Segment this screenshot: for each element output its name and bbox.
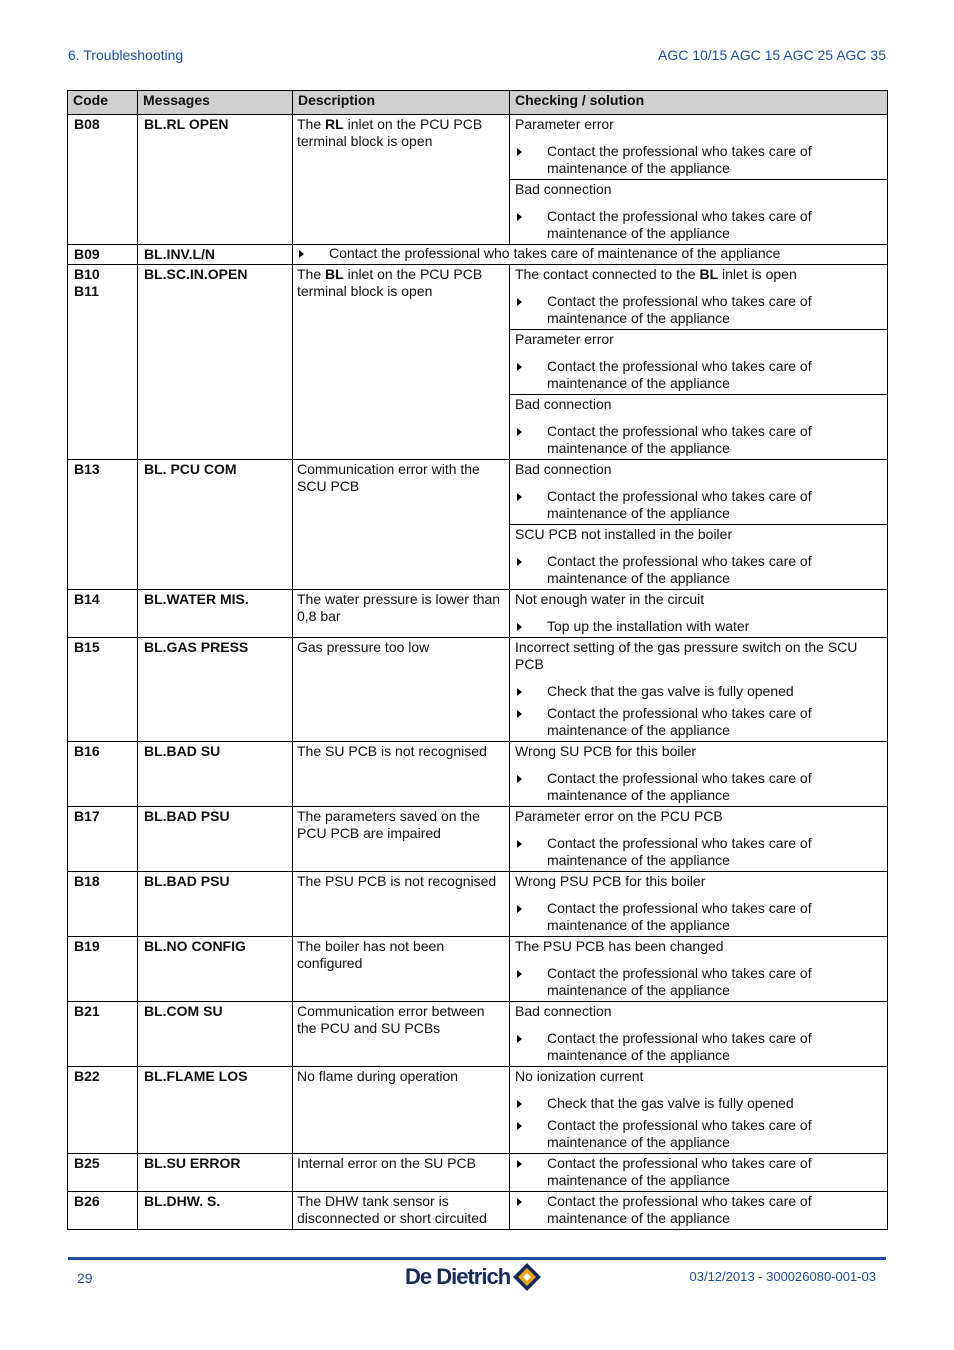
description-cell bbox=[293, 807, 510, 872]
check-block bbox=[510, 394, 887, 459]
description-cell bbox=[293, 115, 510, 245]
description-cell bbox=[293, 872, 510, 937]
table-row bbox=[68, 1002, 888, 1067]
section-title: 6. Troubleshooting bbox=[68, 47, 184, 63]
description-cell bbox=[293, 937, 510, 1002]
check-block bbox=[510, 590, 887, 637]
text-run: Bad connection bbox=[515, 181, 612, 197]
text-run: The bbox=[297, 116, 326, 132]
bullet-arrow-icon bbox=[517, 710, 522, 718]
column-header-checking: Checking / solution bbox=[510, 91, 888, 115]
column-header-description: Description bbox=[293, 91, 510, 115]
message-cell: BL.SU ERROR bbox=[138, 1154, 293, 1192]
solution-cell bbox=[510, 638, 888, 742]
description-cell bbox=[293, 1192, 510, 1230]
page-number: 29 bbox=[77, 1270, 93, 1286]
message-cell: BL.RL OPEN bbox=[138, 115, 293, 245]
bullet-arrow-icon bbox=[517, 1100, 522, 1108]
text-run: The bbox=[297, 266, 326, 282]
message-cell: BL.SC.IN.OPEN bbox=[138, 265, 293, 460]
action-text: Top up the installation with water bbox=[547, 618, 750, 634]
action-item bbox=[515, 618, 882, 635]
bullet-arrow-icon bbox=[517, 1160, 522, 1168]
error-code-cell: B09 bbox=[68, 245, 138, 265]
table-row bbox=[68, 245, 888, 265]
action-item bbox=[515, 900, 882, 934]
cause-text bbox=[515, 116, 882, 133]
description-cell bbox=[293, 742, 510, 807]
action-text: Contact the professional who takes care of maintenance of the appliance bbox=[329, 245, 781, 261]
action-item bbox=[515, 965, 882, 999]
action-item bbox=[515, 423, 882, 457]
bullet-arrow-icon bbox=[517, 1198, 522, 1206]
solution-cell bbox=[510, 807, 888, 872]
action-text: Contact the professional who takes care of maintenance of the appliance bbox=[547, 1193, 812, 1226]
message-cell: BL.GAS PRESS bbox=[138, 638, 293, 742]
action-text: Contact the professional who takes care of maintenance of the appliance bbox=[547, 143, 812, 176]
model-list: AGC 10/15 AGC 15 AGC 25 AGC 35 bbox=[657, 47, 886, 63]
bullet-arrow-icon bbox=[517, 148, 522, 156]
action-text: Contact the professional who takes care of maintenance of the appliance bbox=[547, 965, 812, 998]
solution-cell bbox=[510, 115, 888, 245]
action-text: Contact the professional who takes care of maintenance of the appliance bbox=[547, 770, 812, 803]
action-text: Contact the professional who takes care of maintenance of the appliance bbox=[547, 1030, 812, 1063]
table-row bbox=[68, 265, 888, 460]
action-item bbox=[515, 705, 882, 739]
action-text: Contact the professional who takes care of maintenance of the appliance bbox=[547, 423, 812, 456]
text-run: Wrong SU PCB for this boiler bbox=[515, 743, 697, 759]
solution-cell bbox=[510, 1002, 888, 1067]
bullet-arrow-icon bbox=[299, 250, 304, 258]
error-code-cell: B21 bbox=[68, 1002, 138, 1067]
cause-text bbox=[515, 396, 882, 413]
message-cell: BL.NO CONFIG bbox=[138, 937, 293, 1002]
action-item bbox=[515, 358, 882, 392]
description-cell bbox=[293, 265, 510, 460]
action-item bbox=[515, 1030, 882, 1064]
description-cell bbox=[293, 460, 510, 590]
solution-cell bbox=[510, 265, 888, 460]
text-run: Gas pressure too low bbox=[297, 639, 430, 655]
bullet-arrow-icon bbox=[517, 623, 522, 631]
error-code-cell: B10 B11 bbox=[68, 265, 138, 460]
cause-text bbox=[515, 743, 882, 760]
action-text: Contact the professional who takes care of maintenance of the appliance bbox=[547, 488, 812, 521]
cause-text bbox=[515, 938, 882, 955]
text-run: The SU PCB is not recognised bbox=[297, 743, 487, 759]
text-run: The PSU PCB has been changed bbox=[515, 938, 724, 954]
action-item bbox=[515, 770, 882, 804]
cause-text bbox=[515, 266, 882, 283]
bullet-arrow-icon bbox=[517, 840, 522, 848]
cause-text bbox=[515, 873, 882, 890]
table-row bbox=[68, 872, 888, 937]
action-text: Contact the professional who takes care of maintenance of the appliance bbox=[547, 553, 812, 586]
action-text: Contact the professional who takes care of maintenance of the appliance bbox=[547, 208, 812, 241]
action-item bbox=[515, 1095, 882, 1112]
description-cell bbox=[293, 1154, 510, 1192]
check-block bbox=[510, 179, 887, 244]
bullet-arrow-icon bbox=[517, 688, 522, 696]
description-cell bbox=[293, 590, 510, 638]
message-cell: BL.DHW. S. bbox=[138, 1192, 293, 1230]
bullet-arrow-icon bbox=[517, 298, 522, 306]
check-block bbox=[510, 1067, 887, 1153]
message-cell: BL.FLAME LOS bbox=[138, 1067, 293, 1154]
check-block bbox=[510, 937, 887, 1001]
bold-term: BL bbox=[699, 266, 719, 282]
solution-cell bbox=[510, 460, 888, 590]
text-run: No ionization current bbox=[515, 1068, 644, 1084]
error-code-cell: B15 bbox=[68, 638, 138, 742]
solution-cell bbox=[510, 590, 888, 638]
message-cell: BL.BAD PSU bbox=[138, 872, 293, 937]
cause-text bbox=[515, 181, 882, 198]
bullet-arrow-icon bbox=[517, 1122, 522, 1130]
message-cell: BL.COM SU bbox=[138, 1002, 293, 1067]
solution-cell bbox=[510, 1192, 888, 1230]
cause-text bbox=[515, 331, 882, 348]
diamond-logo-icon bbox=[512, 1262, 542, 1292]
error-code-cell: B16 bbox=[68, 742, 138, 807]
text-run: Parameter error bbox=[515, 331, 614, 347]
text-run: Wrong PSU PCB for this boiler bbox=[515, 873, 706, 889]
bullet-arrow-icon bbox=[517, 775, 522, 783]
check-block bbox=[510, 872, 887, 936]
table-row bbox=[68, 115, 888, 245]
action-item bbox=[515, 293, 882, 327]
action-item bbox=[515, 683, 882, 700]
text-run: Bad connection bbox=[515, 1003, 612, 1019]
error-code-cell: B08 bbox=[68, 115, 138, 245]
table-header-row bbox=[68, 91, 888, 115]
solution-cell bbox=[510, 937, 888, 1002]
bullet-arrow-icon bbox=[517, 493, 522, 501]
check-block bbox=[510, 1192, 887, 1229]
text-run: Not enough water in the circuit bbox=[515, 591, 705, 607]
table-row bbox=[68, 590, 888, 638]
check-block bbox=[510, 524, 887, 589]
table-body bbox=[68, 115, 888, 1230]
action-text: Contact the professional who takes care of maintenance of the appliance bbox=[547, 900, 812, 933]
check-block bbox=[510, 1154, 887, 1191]
text-run: Communication error between the PCU and SU PCBs bbox=[297, 1003, 485, 1036]
text-run: Communication error with the SCU PCB bbox=[297, 461, 480, 494]
bold-term: BL bbox=[325, 266, 344, 282]
solution-cell bbox=[510, 742, 888, 807]
check-block bbox=[510, 1002, 887, 1066]
text-run: The parameters saved on the PCU PCB are impaired bbox=[297, 808, 480, 841]
cause-text bbox=[515, 461, 882, 478]
text-run: Internal error on the SU PCB bbox=[297, 1155, 476, 1171]
bullet-arrow-icon bbox=[517, 363, 522, 371]
table-row bbox=[68, 638, 888, 742]
error-code-cell: B14 bbox=[68, 590, 138, 638]
action-item bbox=[515, 488, 882, 522]
check-block bbox=[510, 115, 887, 179]
cause-text bbox=[515, 526, 882, 543]
table-row bbox=[68, 1192, 888, 1230]
action-item bbox=[515, 1193, 882, 1227]
check-block bbox=[510, 807, 887, 871]
column-header-code: Code bbox=[68, 91, 138, 115]
error-code-cell: B19 bbox=[68, 937, 138, 1002]
action-text: Contact the professional who takes care of maintenance of the appliance bbox=[547, 293, 812, 326]
bullet-arrow-icon bbox=[517, 213, 522, 221]
solution-cell bbox=[510, 1067, 888, 1154]
action-item bbox=[297, 245, 883, 262]
table-row bbox=[68, 937, 888, 1002]
error-code-cell: B17 bbox=[68, 807, 138, 872]
text-run: The contact connected to the bbox=[515, 266, 700, 282]
text-run: Bad connection bbox=[515, 461, 612, 477]
solution-cell bbox=[293, 245, 888, 265]
check-block bbox=[510, 638, 887, 741]
description-cell bbox=[293, 1067, 510, 1154]
bullet-arrow-icon bbox=[517, 558, 522, 566]
table-row bbox=[68, 1154, 888, 1192]
text-run: SCU PCB not installed in the boiler bbox=[515, 526, 733, 542]
text-run: Bad connection bbox=[515, 396, 612, 412]
action-item bbox=[515, 553, 882, 587]
description-cell bbox=[293, 1002, 510, 1067]
solution-cell bbox=[510, 872, 888, 937]
error-code-cell: B13 bbox=[68, 460, 138, 590]
bullet-arrow-icon bbox=[517, 970, 522, 978]
action-item bbox=[515, 143, 882, 177]
error-code-cell: B22 bbox=[68, 1067, 138, 1154]
bullet-arrow-icon bbox=[517, 428, 522, 436]
message-cell: BL.BAD SU bbox=[138, 742, 293, 807]
column-header-messages: Messages bbox=[138, 91, 293, 115]
brand-logo-text: De Dietrich bbox=[405, 1264, 511, 1289]
text-run: Parameter error bbox=[515, 116, 614, 132]
text-run: Incorrect setting of the gas pressure switch on the SCU PCB bbox=[515, 639, 858, 672]
cause-text bbox=[515, 1068, 882, 1085]
action-text: Contact the professional who takes care of maintenance of the appliance bbox=[547, 835, 812, 868]
table-row bbox=[68, 1067, 888, 1154]
action-text: Contact the professional who takes care of maintenance of the appliance bbox=[547, 1117, 812, 1150]
text-run: The DHW tank sensor is disconnected or short circuited bbox=[297, 1193, 487, 1226]
bold-term: RL bbox=[325, 116, 344, 132]
text-run: Parameter error on the PCU PCB bbox=[515, 808, 723, 824]
error-code-cell: B18 bbox=[68, 872, 138, 937]
cause-text bbox=[515, 808, 882, 825]
solution-cell bbox=[510, 1154, 888, 1192]
table-row bbox=[68, 807, 888, 872]
text-run: The boiler has not been configured bbox=[297, 938, 445, 971]
action-item bbox=[515, 1117, 882, 1151]
text-run: inlet on the PCU PCB terminal block is open bbox=[297, 116, 483, 149]
check-block bbox=[510, 329, 887, 394]
action-item bbox=[515, 835, 882, 869]
cause-text bbox=[515, 591, 882, 608]
action-text: Contact the professional who takes care of maintenance of the appliance bbox=[547, 705, 812, 738]
cause-text bbox=[515, 639, 882, 673]
table-row bbox=[68, 460, 888, 590]
text-run: inlet is open bbox=[718, 266, 797, 282]
check-block bbox=[510, 460, 887, 524]
text-run: inlet on the PCU PCB terminal block is open bbox=[297, 266, 483, 299]
action-item bbox=[515, 1155, 882, 1189]
troubleshooting-table bbox=[67, 90, 888, 1230]
text-run: The PSU PCB is not recognised bbox=[297, 873, 497, 889]
error-code-cell: B25 bbox=[68, 1154, 138, 1192]
action-text: Contact the professional who takes care of maintenance of the appliance bbox=[547, 358, 812, 391]
message-cell: BL. PCU COM bbox=[138, 460, 293, 590]
table-row bbox=[68, 742, 888, 807]
cause-text bbox=[515, 1003, 882, 1020]
bullet-arrow-icon bbox=[517, 1035, 522, 1043]
bullet-arrow-icon bbox=[517, 905, 522, 913]
action-text: Check that the gas valve is fully opened bbox=[547, 1095, 794, 1111]
check-block bbox=[510, 742, 887, 806]
brand-logo bbox=[405, 1260, 542, 1294]
action-item bbox=[515, 208, 882, 242]
message-cell: BL.WATER MIS. bbox=[138, 590, 293, 638]
message-cell: BL.BAD PSU bbox=[138, 807, 293, 872]
check-block bbox=[510, 265, 887, 329]
text-run: The water pressure is lower than 0,8 bar bbox=[297, 591, 501, 624]
document-reference: 03/12/2013 - 300026080-001-03 bbox=[689, 1269, 876, 1284]
action-text: Contact the professional who takes care of maintenance of the appliance bbox=[547, 1155, 812, 1188]
message-cell: BL.INV.L/N bbox=[138, 245, 293, 265]
text-run: No flame during operation bbox=[297, 1068, 459, 1084]
description-cell bbox=[293, 638, 510, 742]
action-text: Check that the gas valve is fully opened bbox=[547, 683, 794, 699]
error-code-cell: B26 bbox=[68, 1192, 138, 1230]
